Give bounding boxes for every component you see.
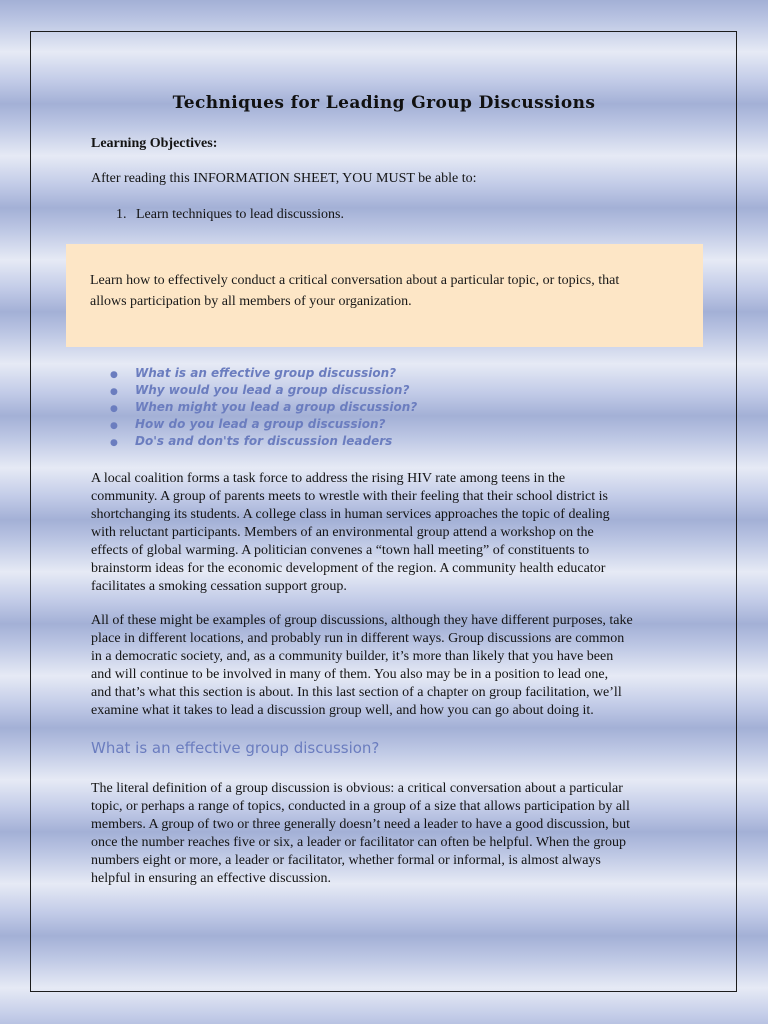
topic-item (110, 416, 417, 433)
callout-text (90, 270, 679, 312)
bullet-icon: ● (110, 387, 118, 397)
topic-item (110, 433, 417, 450)
bullet-icon: ● (110, 438, 118, 448)
learning-objectives-label: Learning Objectives: (91, 136, 218, 151)
paragraph-line: with reluctant participants. Members of an environmental group attend a workshop on the (91, 525, 594, 540)
objective-item (116, 207, 344, 223)
topic-text: What is an effective group discussion? (135, 366, 397, 380)
objectives-intro: After reading this INFORMATION SHEET, YOU MUST be able to: (91, 171, 477, 186)
section-heading: What is an effective group discussion? (91, 739, 380, 757)
paragraph-line: in a democratic society, and, as a community builder, it’s more than likely that you have been (91, 649, 614, 664)
topic-text: When might you lead a group discussion? (135, 400, 418, 414)
topic-text: Do's and don'ts for discussion leaders (135, 434, 393, 448)
body-paragraph-definition (91, 780, 681, 888)
paragraph-line: members. A group of two or three generally doesn’t need a leader to have a good discussion, but (91, 817, 630, 832)
document-title: Techniques for Leading Group Discussions (172, 93, 596, 113)
bullet-icon: ● (110, 421, 118, 431)
callout-line: allows participation by all members of your organization. (90, 294, 412, 309)
paragraph-line: topic, or perhaps a range of topics, conducted in a group of a size that allows participation by all (91, 799, 630, 814)
body-paragraph-examples (91, 470, 681, 596)
paragraph-line: numbers eight or more, a leader or facilitator, whether formal or informal, is almost always (91, 853, 601, 868)
objective-text: Learn techniques to lead discussions. (136, 207, 345, 222)
paragraph-line: community. A group of parents meets to wrestle with their feeling that their school district is (91, 489, 608, 504)
topic-text: How do you lead a group discussion? (135, 417, 386, 431)
topic-item (110, 399, 417, 416)
paragraph-line: once the number reaches five or six, a leader or facilitator can often be helpful. When the group (91, 835, 627, 850)
topic-item (110, 365, 417, 382)
paragraph-line: place in different locations, and probably run in different ways. Group discussions are common (91, 631, 625, 646)
bullet-icon: ● (110, 370, 118, 380)
paragraph-line: The literal definition of a group discussion is obvious: a critical conversation about a particular (91, 781, 623, 796)
paragraph-line: facilitates a smoking cessation support group. (91, 579, 347, 594)
paragraph-line: shortchanging its students. A college class in human services approaches the topic of dealing (91, 507, 610, 522)
paragraph-line: and that’s what this section is about. In this last section of a chapter on group facilitation, we’ll (91, 685, 622, 700)
paragraph-line: A local coalition forms a task force to address the rising HIV rate among teens in the (91, 471, 566, 486)
section-topics-list (110, 365, 417, 450)
body-paragraph-overview (91, 612, 681, 720)
topic-item (110, 382, 417, 399)
paragraph-line: helpful in ensuring an effective discussion. (91, 871, 332, 886)
bullet-icon: ● (110, 404, 118, 414)
paragraph-line: All of these might be examples of group discussions, although they have different purposes, take (91, 613, 633, 628)
objective-number: 1. (116, 207, 127, 222)
topic-text: Why would you lead a group discussion? (135, 383, 410, 397)
paragraph-line: examine what it takes to lead a discussion group well, and how you can go about doing it. (91, 703, 594, 718)
paragraph-line: and will continue to be involved in many of them. You also may be in a position to lead one, (91, 667, 609, 682)
callout-line: Learn how to effectively conduct a critical conversation about a particular topic, or topics, that (90, 273, 620, 288)
paragraph-line: brainstorm ideas for the economic development of the region. A community health educator (91, 561, 606, 576)
summary-callout-box (66, 244, 703, 347)
paragraph-line: effects of global warming. A politician convenes a “town hall meeting” of constituents to (91, 543, 590, 558)
